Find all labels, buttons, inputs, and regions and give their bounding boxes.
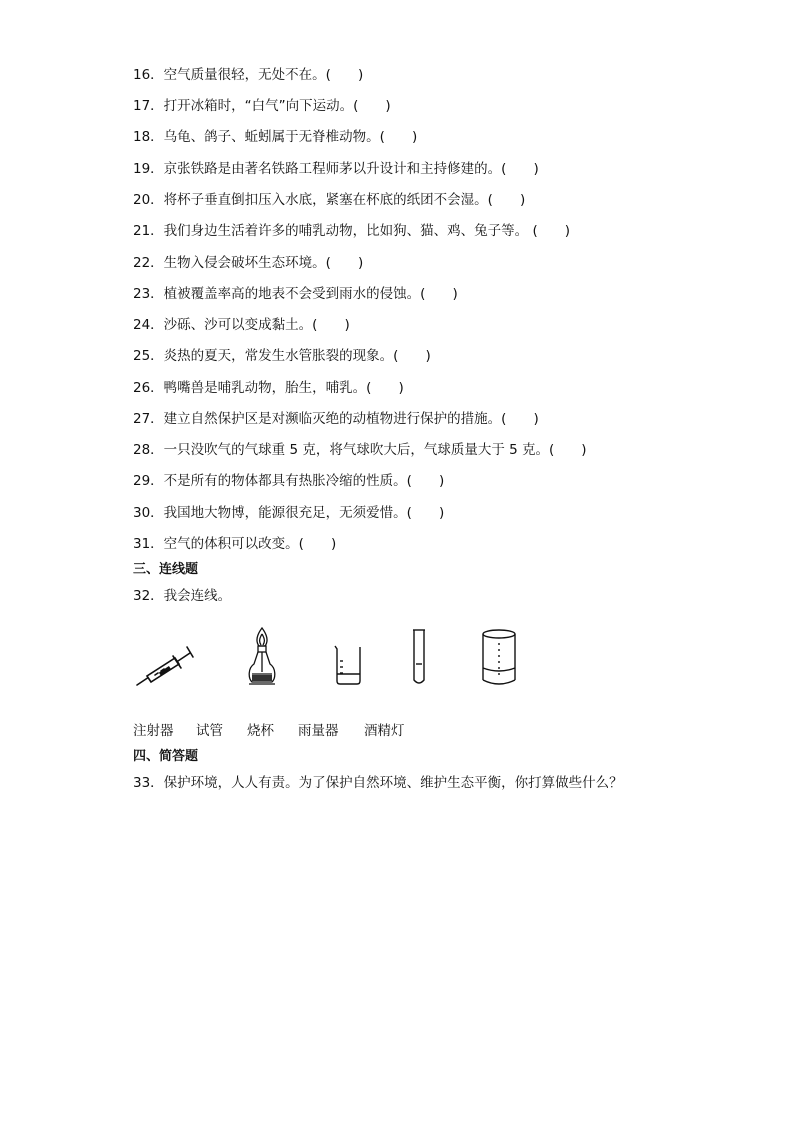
question-20: 20．将杯子垂直倒扣压入水底，紧塞在杯底的纸团不会湿。( ) [133, 192, 526, 208]
section-4-heading: 四、简答题 [133, 749, 199, 764]
question-30: 30．我国地大物博，能源很充足，无须爱惜。( ) [133, 505, 445, 521]
question-28: 28．一只没吹气的气球重 5 克，将气球吹大后，气球质量大于 5 克。( ) [133, 442, 587, 458]
question-23: 23．植被覆盖率高的地表不会受到雨水的侵蚀。( ) [133, 286, 458, 302]
question-31: 31．空气的体积可以改变。( ) [133, 536, 337, 552]
question-24: 24．沙砾、沙可以变成黏土。( ) [133, 317, 350, 333]
alcohol-lamp-icon [246, 626, 278, 688]
question-29: 29．不是所有的物体都具有热胀冷缩的性质。( ) [133, 473, 445, 489]
syringe-icon [135, 640, 199, 688]
label-test-tube: 试管 [196, 723, 223, 739]
label-beaker: 烧杯 [247, 723, 274, 739]
question-27: 27．建立自然保护区是对濒临灭绝的动植物进行保护的措施。( ) [133, 411, 539, 427]
question-21: 21．我们身边生活着许多的哺乳动物，比如狗、猫、鸡、兔子等。 ( ) [133, 223, 571, 239]
label-rain-gauge: 雨量器 [298, 723, 339, 739]
test-tube-icon [410, 628, 428, 688]
question-19: 19．京张铁路是由著名铁路工程师茅以升设计和主持修建的。( ) [133, 161, 539, 177]
question-25: 25．炎热的夏天，常发生水管胀裂的现象。( ) [133, 348, 431, 364]
rain-gauge-icon [479, 628, 519, 688]
question-33: 33．保护环境，人人有责。为了保护自然环境、维护生态平衡，你打算做些什么？ [133, 775, 623, 791]
label-alcohol-lamp: 酒精灯 [364, 723, 405, 739]
question-26: 26．鸭嘴兽是哺乳动物，胎生，哺乳。( ) [133, 380, 404, 396]
label-syringe: 注射器 [133, 723, 174, 739]
section-3-heading: 三、连线题 [133, 562, 199, 577]
beaker-icon [332, 643, 364, 687]
question-16: 16．空气质量很轻，无处不在。( ) [133, 67, 364, 83]
question-17: 17．打开冰箱时，“白气”向下运动。( ) [133, 98, 391, 114]
question-22: 22．生物入侵会破坏生态环境。( ) [133, 255, 364, 271]
question-32: 32．我会连线。 [133, 588, 232, 604]
question-18: 18．乌龟、鸽子、蚯蚓属于无脊椎动物。( ) [133, 129, 418, 145]
